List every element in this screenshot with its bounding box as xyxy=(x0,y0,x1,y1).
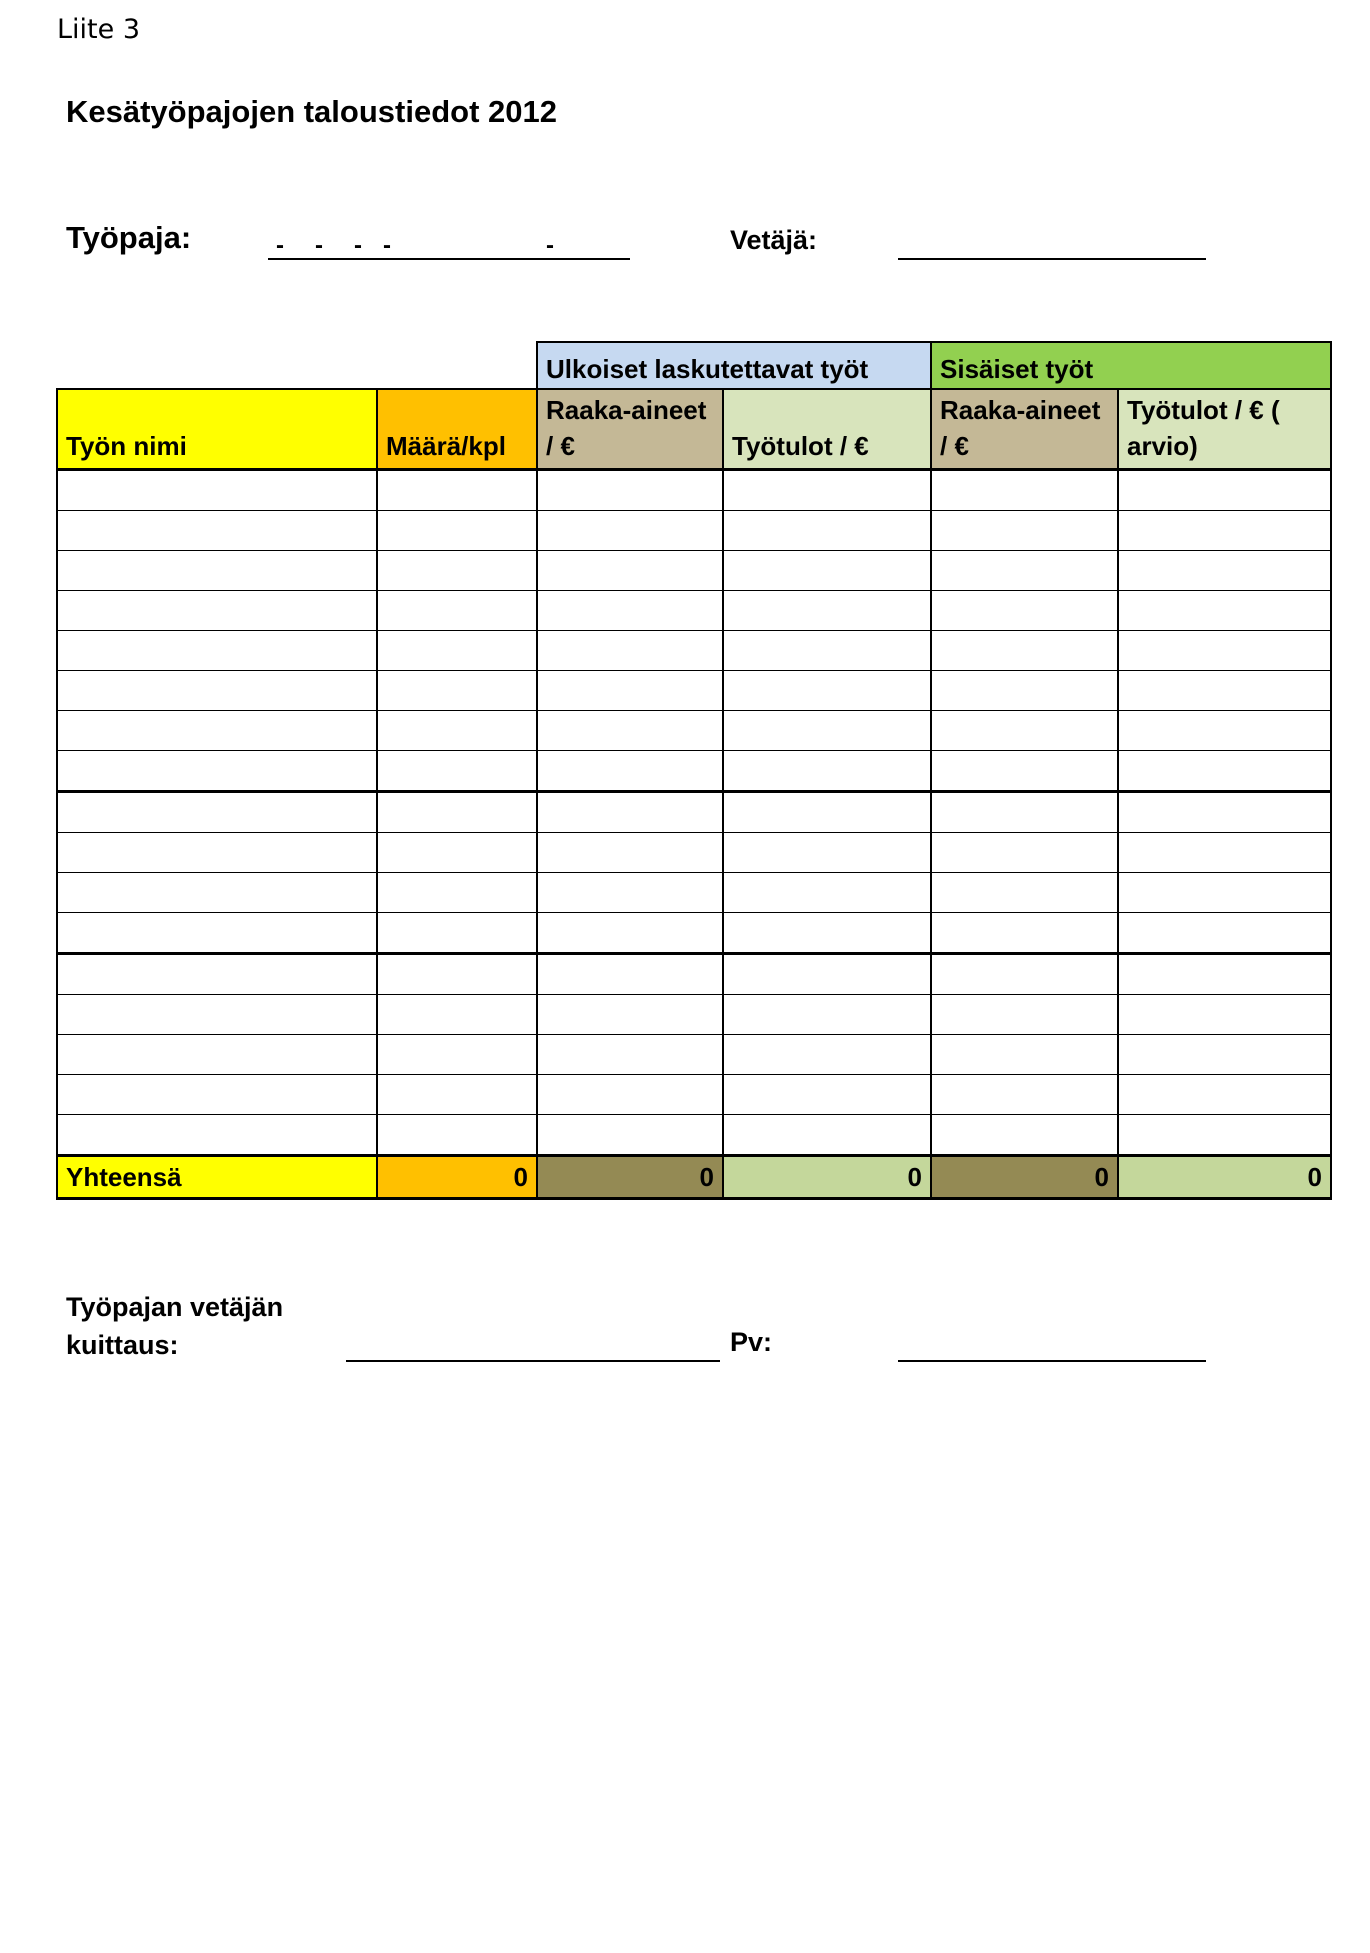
col-header-int-materials: Raaka-aineet / € xyxy=(931,389,1118,470)
cell-int-income[interactable] xyxy=(1118,1115,1331,1156)
cell-name[interactable] xyxy=(57,751,377,792)
cell-ext-income[interactable] xyxy=(723,470,931,511)
cell-quantity[interactable] xyxy=(377,913,537,954)
cell-int-materials[interactable] xyxy=(931,995,1118,1035)
table-row xyxy=(57,1115,1331,1156)
cell-int-income[interactable] xyxy=(1118,792,1331,833)
cell-ext-income[interactable] xyxy=(723,751,931,792)
cell-name[interactable] xyxy=(57,551,377,591)
cell-ext-income[interactable] xyxy=(723,995,931,1035)
cell-quantity[interactable] xyxy=(377,551,537,591)
cell-int-materials[interactable] xyxy=(931,751,1118,792)
cell-name[interactable] xyxy=(57,511,377,551)
cell-quantity[interactable] xyxy=(377,873,537,913)
workshop-dash: - xyxy=(546,232,554,259)
cell-quantity[interactable] xyxy=(377,792,537,833)
cell-int-income[interactable] xyxy=(1118,511,1331,551)
cell-int-materials[interactable] xyxy=(931,671,1118,711)
cell-name[interactable] xyxy=(57,591,377,631)
cell-ext-materials[interactable] xyxy=(537,1115,723,1156)
workshop-dash: - xyxy=(315,232,323,259)
cell-ext-materials[interactable] xyxy=(537,631,723,671)
cell-name[interactable] xyxy=(57,954,377,995)
cell-ext-materials[interactable] xyxy=(537,1035,723,1075)
group-spacer xyxy=(57,342,537,389)
cell-ext-materials[interactable] xyxy=(537,995,723,1035)
cell-quantity[interactable] xyxy=(377,833,537,873)
cell-ext-income[interactable] xyxy=(723,551,931,591)
table-row xyxy=(57,995,1331,1035)
total-int-income: 0 xyxy=(1118,1156,1331,1199)
table-row xyxy=(57,711,1331,751)
cell-int-income[interactable] xyxy=(1118,1075,1331,1115)
cell-ext-materials[interactable] xyxy=(537,751,723,792)
cell-ext-materials[interactable] xyxy=(537,1075,723,1115)
cell-ext-income[interactable] xyxy=(723,591,931,631)
cell-int-income[interactable] xyxy=(1118,470,1331,511)
cell-int-income[interactable] xyxy=(1118,833,1331,873)
cell-quantity[interactable] xyxy=(377,631,537,671)
cell-name[interactable] xyxy=(57,792,377,833)
cell-int-materials[interactable] xyxy=(931,1115,1118,1156)
cell-int-materials[interactable] xyxy=(931,792,1118,833)
cell-quantity[interactable] xyxy=(377,995,537,1035)
cell-int-materials[interactable] xyxy=(931,913,1118,954)
cell-int-income[interactable] xyxy=(1118,954,1331,995)
col-header-quantity: Määrä/kpl xyxy=(377,389,537,470)
table-row xyxy=(57,1035,1331,1075)
table-row xyxy=(57,551,1331,591)
table-row xyxy=(57,511,1331,551)
leader-label: Vetäjä: xyxy=(730,225,818,255)
cell-ext-income[interactable] xyxy=(723,1075,931,1115)
cell-ext-income[interactable] xyxy=(723,833,931,873)
cell-int-income[interactable] xyxy=(1118,631,1331,671)
cell-ext-income[interactable] xyxy=(723,954,931,995)
date-label: Pv: xyxy=(730,1327,773,1357)
cell-int-materials[interactable] xyxy=(931,711,1118,751)
cell-int-materials[interactable] xyxy=(931,551,1118,591)
cell-name[interactable] xyxy=(57,631,377,671)
workshop-dash: - xyxy=(383,232,391,259)
cell-int-materials[interactable] xyxy=(931,1075,1118,1115)
cell-int-income[interactable] xyxy=(1118,1035,1331,1075)
cell-ext-income[interactable] xyxy=(723,913,931,954)
cell-int-income[interactable] xyxy=(1118,551,1331,591)
total-ext-materials: 0 xyxy=(537,1156,723,1199)
cell-int-income[interactable] xyxy=(1118,591,1331,631)
cell-ext-income[interactable] xyxy=(723,671,931,711)
table-row xyxy=(57,591,1331,631)
cell-int-materials[interactable] xyxy=(931,511,1118,551)
signature-field[interactable] xyxy=(346,1360,720,1362)
table-row xyxy=(57,751,1331,792)
cell-ext-income[interactable] xyxy=(723,511,931,551)
cell-int-income[interactable] xyxy=(1118,711,1331,751)
total-label: Yhteensä xyxy=(57,1156,377,1199)
cell-ext-income[interactable] xyxy=(723,631,931,671)
cell-quantity[interactable] xyxy=(377,1035,537,1075)
cell-ext-income[interactable] xyxy=(723,1115,931,1156)
cell-int-materials[interactable] xyxy=(931,833,1118,873)
cell-int-income[interactable] xyxy=(1118,873,1331,913)
cell-ext-income[interactable] xyxy=(723,1035,931,1075)
cell-quantity[interactable] xyxy=(377,1115,537,1156)
cell-ext-materials[interactable] xyxy=(537,591,723,631)
col-header-name: Työn nimi xyxy=(57,389,377,470)
cell-ext-materials[interactable] xyxy=(537,913,723,954)
cell-name[interactable] xyxy=(57,1035,377,1075)
table-row xyxy=(57,833,1331,873)
cell-quantity[interactable] xyxy=(377,671,537,711)
cell-ext-materials[interactable] xyxy=(537,873,723,913)
cell-name[interactable] xyxy=(57,995,377,1035)
cell-ext-materials[interactable] xyxy=(537,833,723,873)
table-row xyxy=(57,873,1331,913)
cell-ext-materials[interactable] xyxy=(537,711,723,751)
workshop-dash: - xyxy=(276,232,284,259)
table-row xyxy=(57,470,1331,511)
total-ext-income: 0 xyxy=(723,1156,931,1199)
cell-quantity[interactable] xyxy=(377,954,537,995)
cell-name[interactable] xyxy=(57,833,377,873)
col-header-ext-materials: Raaka-aineet / € xyxy=(537,389,723,470)
total-int-materials: 0 xyxy=(931,1156,1118,1199)
signature-label: Työpajan vetäjän kuittaus: xyxy=(66,1292,284,1360)
workshop-dash: - xyxy=(354,232,362,259)
cell-quantity[interactable] xyxy=(377,1075,537,1115)
cell-quantity[interactable] xyxy=(377,470,537,511)
finance-table xyxy=(56,341,1332,1200)
table-row xyxy=(57,1075,1331,1115)
cell-ext-materials[interactable] xyxy=(537,551,723,591)
cell-ext-income[interactable] xyxy=(723,873,931,913)
cell-int-materials[interactable] xyxy=(931,873,1118,913)
cell-name[interactable] xyxy=(57,470,377,511)
cell-ext-income[interactable] xyxy=(723,711,931,751)
cell-name[interactable] xyxy=(57,1075,377,1115)
group-internal-header: Sisäiset työt xyxy=(931,342,1331,389)
cell-ext-materials[interactable] xyxy=(537,470,723,511)
cell-name[interactable] xyxy=(57,711,377,751)
cell-int-materials[interactable] xyxy=(931,954,1118,995)
document-title: Kesätyöpajojen taloustiedot 2012 xyxy=(66,94,557,129)
table-row xyxy=(57,954,1331,995)
cell-int-income[interactable] xyxy=(1118,913,1331,954)
cell-ext-income[interactable] xyxy=(723,792,931,833)
col-header-int-income: Työtulot / € ( arvio) xyxy=(1118,389,1331,470)
cell-int-materials[interactable] xyxy=(931,631,1118,671)
cell-name[interactable] xyxy=(57,913,377,954)
cell-ext-materials[interactable] xyxy=(537,792,723,833)
cell-int-income[interactable] xyxy=(1118,671,1331,711)
cell-int-income[interactable] xyxy=(1118,751,1331,792)
cell-int-income[interactable] xyxy=(1118,995,1331,1035)
cell-quantity[interactable] xyxy=(377,511,537,551)
cell-ext-materials[interactable] xyxy=(537,954,723,995)
leader-field[interactable] xyxy=(898,258,1206,260)
cell-ext-materials[interactable] xyxy=(537,511,723,551)
cell-int-materials[interactable] xyxy=(931,1035,1118,1075)
table-row xyxy=(57,671,1331,711)
cell-name[interactable] xyxy=(57,671,377,711)
group-external-header: Ulkoiset laskutettavat työt xyxy=(537,342,931,389)
cell-int-materials[interactable] xyxy=(931,591,1118,631)
appendix-label: Liite 3 xyxy=(57,14,141,45)
cell-quantity[interactable] xyxy=(377,591,537,631)
cell-name[interactable] xyxy=(57,1115,377,1156)
cell-quantity[interactable] xyxy=(377,751,537,792)
cell-int-materials[interactable] xyxy=(931,470,1118,511)
cell-ext-materials[interactable] xyxy=(537,671,723,711)
date-field[interactable] xyxy=(898,1360,1206,1362)
workshop-label: Työpaja: xyxy=(66,220,192,255)
table-row xyxy=(57,792,1331,833)
cell-quantity[interactable] xyxy=(377,711,537,751)
cell-name[interactable] xyxy=(57,873,377,913)
col-header-ext-income: Työtulot / € xyxy=(723,389,931,470)
table-row xyxy=(57,631,1331,671)
table-row xyxy=(57,913,1331,954)
total-quantity: 0 xyxy=(377,1156,537,1199)
